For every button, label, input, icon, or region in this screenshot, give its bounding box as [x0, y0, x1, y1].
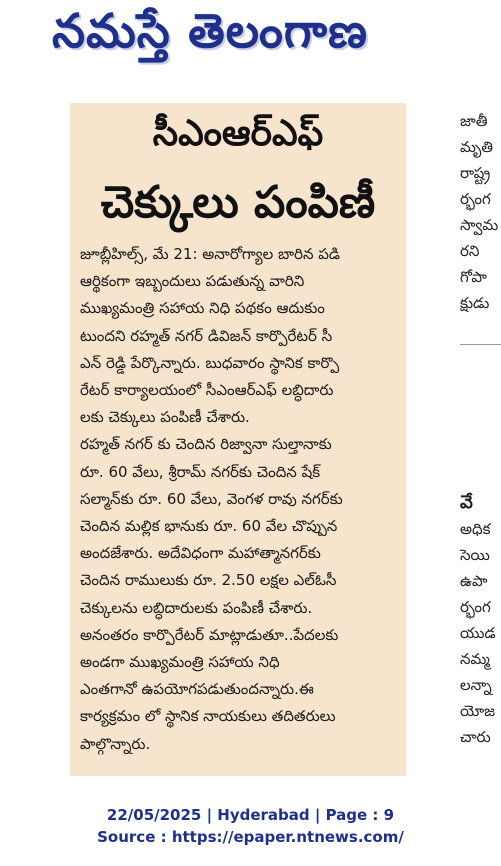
adjacent-text-fragment: లన్నా	[460, 676, 492, 694]
column-divider	[460, 344, 501, 345]
article-body	[80, 241, 398, 758]
adjacent-article-top	[460, 108, 501, 328]
article-line: ఎంతగానో ఉపయోగపడుతుందన్నారు.ఈ	[80, 680, 314, 699]
newspaper-masthead	[0, 0, 501, 84]
article-line: పాల్గొన్నారు.	[80, 734, 151, 753]
adjacent-headline-fragment: వే	[460, 492, 473, 513]
headline-line-2: చెక్కులు పంపిణీ	[100, 177, 376, 228]
footer-source: Source : https://epaper.ntnews.com/	[97, 828, 404, 846]
adjacent-text-fragment: రని	[460, 242, 480, 260]
adjacent-text-fragment: రాష్ట్ర	[460, 164, 491, 182]
adjacent-text-fragment: నమ్మ	[460, 650, 490, 668]
article-line: చెందిన రాములుకు రూ. 2.50 లక్షల ఎల్ఓసీ	[80, 571, 337, 590]
article-line: ఎన్ రెడ్డి పేర్కొన్నారు. బుధవారం స్థానిక కార్పొ	[80, 353, 340, 372]
adjacent-text-fragment: చారు	[460, 728, 491, 746]
adjacent-text-fragment: యుడ	[460, 624, 496, 642]
adjacent-text-fragment: ఉపా	[460, 572, 488, 590]
adjacent-text-fragment: ర్భంగ	[460, 190, 491, 208]
adjacent-article-bottom	[460, 490, 501, 760]
article-clipping	[70, 103, 406, 776]
adjacent-text-fragment: యోజ	[460, 702, 496, 720]
article-line: కార్యక్రమం లో స్థానిక నాయకులు తదితరులు	[80, 707, 336, 726]
adjacent-text-fragment: స్వామ	[460, 216, 499, 234]
article-line: జూబ్లీహిల్స్, మే 21: అనారోగ్యాల బారిన పడి	[80, 245, 341, 263]
article-line: ముఖ్యమంత్రి సహాయ నిధి పథకం ఆదుకుం	[80, 299, 325, 318]
article-line: రూ. 60 వేలు, శ్రీరామ్ నగర్‌కు చెందిన షేక్	[80, 462, 321, 481]
article-line: సల్మాన్‌కు రూ. 60 వేలు, వెంగళ రావు నగర్‌కు	[80, 489, 343, 508]
article-line: రహ్మత్ నగర్ కు చెందిన రిజ్వానా సుల్తానాకు	[80, 435, 332, 454]
article-line: చెక్కులను లబ్ధిదారులకు పంపిణీ చేశారు.	[80, 598, 313, 617]
article-line: చెందిన మల్లిక భానుకు రూ. 60 వేల చొప్పున	[80, 517, 338, 536]
adjacent-text-fragment: ర్భంగ	[460, 598, 491, 616]
adjacent-text-fragment: అధిక	[460, 520, 491, 538]
masthead-title: నమస్తే తెలంగాణ	[52, 4, 368, 59]
adjacent-text-fragment: సెయి	[460, 546, 490, 564]
article-line: రేటర్ కార్యాలయంలో సీఎంఆర్ఎఫ్ లబ్ధిదారు	[80, 381, 334, 400]
footer-date-location: 22/05/2025 | Hyderabad | Page : 9	[106, 806, 395, 824]
headline-line-1: సీఎంఆర్ఎఫ్	[152, 113, 324, 154]
article-line: అనంతరం కార్పొరేటర్ మాట్లాడుతూ..పేదలకు	[80, 625, 339, 644]
article-line: అందజేశారు. అదేవిధంగా మహాత్మానగర్‌కు	[80, 544, 321, 563]
article-line: ఆర్థికంగా ఇబ్బందులు పడుతున్న వారిని	[80, 272, 305, 291]
article-line: లకు చెక్కులు పంపిణీ చేశారు.	[80, 408, 250, 427]
adjacent-text-fragment: మృతి	[460, 138, 494, 156]
adjacent-text-fragment: క్షుడు	[460, 294, 490, 312]
article-line: అండగా ముఖ్యమంత్రి సహాయ నిధి	[80, 653, 280, 672]
article-line: టుందని రహ్మత్ నగర్ డివిజన్ కార్పొరేటర్ సీ	[80, 326, 333, 345]
adjacent-text-fragment: గోపా	[460, 268, 487, 286]
page-footer	[0, 804, 501, 848]
adjacent-text-fragment: జాతీ	[460, 112, 488, 130]
